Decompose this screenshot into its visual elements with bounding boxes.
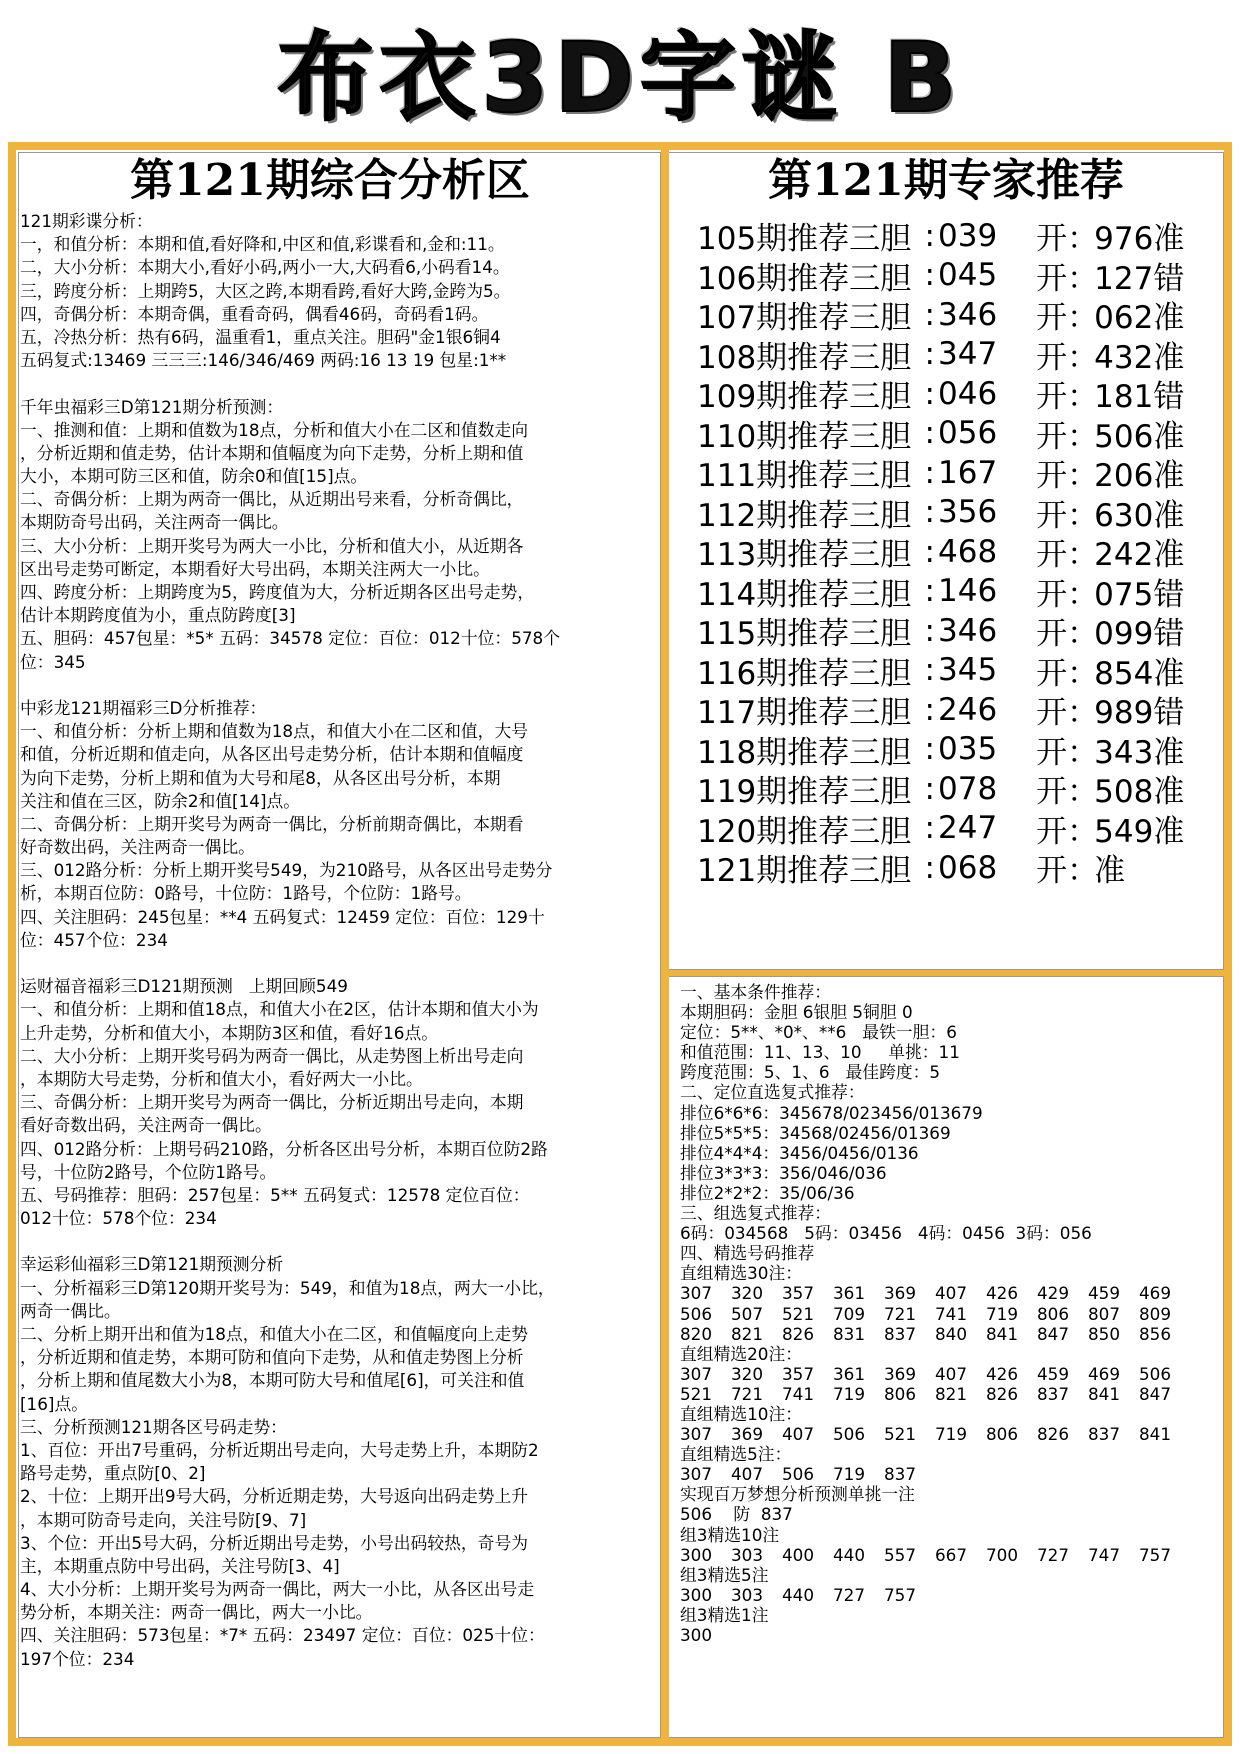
condition-line: 排位5*5*5：34568/02456/01369 [680, 1122, 951, 1143]
analysis-line: 三、012路分析：分析上期开奖号549，为210路号，从各区出号走势分 [20, 860, 553, 881]
condition-line: 排位3*3*3：356/046/036 [680, 1162, 887, 1183]
analysis-line: 运财福音福彩三D121期预测 上期回顾549 [20, 976, 348, 997]
blank-line [20, 372, 660, 395]
expert-row [672, 414, 1220, 454]
analysis-line: 号，十位防2路号，个位防1路号。 [20, 1161, 277, 1182]
expert-colon: : [924, 336, 935, 373]
expert-colon: : [924, 731, 935, 768]
analysis-line: 1、百位：开出7号重码，分析近期出号走向，大号走势上升，本期防2 [20, 1439, 539, 1460]
expert-period: 105期推荐三胆 [697, 221, 912, 258]
number-cell: 806 [884, 1383, 917, 1404]
number-cell: 307 [680, 1363, 713, 1384]
condition-line: 6码：034568 5码：03456 4码：0456 3码：056 [680, 1223, 1092, 1244]
number-cell: 840 [935, 1323, 968, 1344]
analysis-line: 五码复式:13469 三三三:146/346/469 两码:16 13 19 包星:1** [20, 350, 507, 371]
number-cell: 369 [731, 1424, 764, 1445]
analysis-line: 五、号码推荐：胆码：257包星：5** 五码复式：12578 定位百位： [20, 1184, 530, 1205]
expert-open-label: 开： [1036, 853, 1099, 890]
number-cell: 440 [782, 1584, 815, 1605]
analysis-line: ，分析近期和值走势，估计本期和值幅度为向下走势，分析上期和值 [20, 442, 524, 463]
number-cell: 557 [884, 1544, 917, 1565]
analysis-line: 四、跨度分析：上期跨度为5，跨度值为大，分析近期各区出号走势， [20, 582, 535, 602]
expert-colon: : [924, 494, 935, 531]
number-cell: 826 [986, 1383, 1019, 1404]
number-cell: 407 [935, 1363, 968, 1384]
number-cell: 809 [1139, 1303, 1172, 1324]
number-cell: 719 [833, 1464, 866, 1485]
condition-line: 组3精选1注 [680, 1604, 769, 1625]
condition-line: 排位4*4*4：3456/0456/0136 [680, 1142, 919, 1163]
expert-result: 206准 [1094, 458, 1185, 495]
expert-code: 035 [938, 731, 998, 768]
analysis-line: 2、十位：上期开出9号大码，分析近期走势，大号返向出码走势上升 [20, 1486, 529, 1507]
analysis-line: 三、奇偶分析：上期开奖号为两奇一偶比，分析近期出号走向，本期 [20, 1092, 524, 1113]
expert-result: 432准 [1094, 339, 1185, 376]
expert-code: 068 [938, 849, 998, 886]
expert-open-label: 开： [1036, 695, 1099, 732]
expert-colon: : [924, 217, 935, 254]
expert-code: 346 [938, 296, 998, 333]
condition-line: 本期胆码：金胆 6银胆 5铜胆 0 [680, 1002, 913, 1023]
expert-colon: : [924, 375, 935, 412]
analysis-line: 关注和值在三区，防余2和值[14]点。 [20, 790, 301, 811]
expert-colon: : [924, 415, 935, 452]
analysis-line: 四、012路分析：上期号码210路，分析各区出号分析，本期百位防2路 [20, 1138, 548, 1159]
number-cell: 700 [986, 1544, 1019, 1565]
analysis-line: 一、和值分析：分析上期和值数为18点，和值大小在二区和值，大号 [20, 721, 529, 742]
analysis-line: ，本期可防奇号走向，关注号防[9、7] [20, 1509, 307, 1530]
expert-colon: : [924, 652, 935, 689]
number-cell: 469 [1139, 1283, 1172, 1304]
condition-line: 组3精选10注 [680, 1524, 780, 1545]
number-cell: 847 [1139, 1383, 1172, 1404]
number-row [680, 1384, 1220, 1404]
analysis-line: 主，本期重点防中号出码，关注号防[3、4] [20, 1555, 340, 1576]
analysis-line: 幸运彩仙福彩三D第121期预测分析 [20, 1254, 284, 1275]
condition-line: 直组精选30注： [680, 1263, 803, 1284]
analysis-line: 二、奇偶分析：上期开奖号为两奇一偶比，分析前期奇偶比，本期看 [20, 813, 524, 834]
expert-open-label: 开： [1036, 339, 1099, 376]
expert-code: 345 [938, 652, 998, 689]
expert-open-label: 开： [1036, 616, 1099, 653]
number-cell: 407 [731, 1464, 764, 1485]
expert-row [672, 848, 1220, 888]
number-cell: 709 [833, 1303, 866, 1324]
number-cell: 741 [782, 1383, 815, 1404]
expert-result: 508准 [1094, 774, 1185, 811]
number-cell: 357 [782, 1363, 815, 1384]
expert-period: 118期推荐三胆 [697, 734, 912, 771]
expert-period: 119期推荐三胆 [697, 774, 912, 811]
expert-row [672, 335, 1220, 375]
number-cell: 506 [1139, 1363, 1172, 1384]
expert-result: 127错 [1094, 260, 1185, 297]
expert-result: 343准 [1094, 734, 1185, 771]
expert-open-label: 开： [1036, 221, 1099, 258]
condition-line: 和值范围：11、13、10 单挑：11 [680, 1042, 960, 1063]
number-cell: 361 [833, 1363, 866, 1384]
analysis-line: 两奇一偶比。 [20, 1300, 121, 1321]
analysis-line: 好奇数出码，关注两奇一偶比。 [20, 837, 255, 858]
number-cell: 307 [680, 1424, 713, 1445]
number-cell: 727 [833, 1584, 866, 1605]
number-cell: 821 [731, 1323, 764, 1344]
number-cell: 747 [1088, 1544, 1121, 1565]
number-row [680, 1545, 1220, 1565]
expert-period: 114期推荐三胆 [697, 576, 912, 613]
expert-code: 346 [938, 612, 998, 649]
number-cell: 837 [1037, 1383, 1070, 1404]
condition-line: 二、定位直选复式推荐： [680, 1082, 865, 1103]
analysis-line: 012十位：578个位：234 [20, 1208, 217, 1229]
analysis-line: 路号走势，重点防[0、2] [20, 1463, 206, 1484]
page-title: 布衣3D字谜 B [277, 21, 963, 134]
number-cell: 407 [782, 1424, 815, 1445]
number-cell: 300 [680, 1584, 713, 1605]
condition-line: 506 防 837 [680, 1504, 793, 1525]
analysis-line: 二、奇偶分析：上期为两奇一偶比，从近期出号来看，分析奇偶比， [20, 489, 524, 510]
number-cell: 850 [1088, 1323, 1121, 1344]
analysis-line: 121期彩谍分析： [20, 211, 153, 231]
expert-code: 167 [938, 454, 998, 491]
expert-period: 116期推荐三胆 [697, 655, 912, 692]
analysis-line: 二、大小分析：上期开奖号码为两奇一偶比，从走势图上析出号走向 [20, 1045, 524, 1066]
number-cell: 837 [1088, 1424, 1121, 1445]
condition-line: 直组精选20注： [680, 1343, 803, 1364]
expert-open-label: 开： [1036, 813, 1099, 850]
analysis-line: 势分析，本期关注：两奇一偶比，两大一小比。 [20, 1602, 373, 1623]
expert-row [672, 374, 1220, 414]
number-cell: 741 [935, 1303, 968, 1324]
number-cell: 719 [986, 1303, 1019, 1324]
number-cell: 300 [680, 1544, 713, 1565]
expert-row [672, 532, 1220, 572]
expert-colon: : [924, 533, 935, 570]
expert-result: 989错 [1094, 695, 1185, 732]
expert-result: 062准 [1094, 300, 1185, 337]
expert-row [672, 690, 1220, 730]
condition-line: 一、基本条件推荐： [680, 982, 832, 1002]
condition-line: 三、组选复式推荐： [680, 1203, 832, 1224]
number-cell: 826 [1037, 1424, 1070, 1445]
expert-panel [672, 152, 1220, 968]
expert-colon: : [924, 296, 935, 333]
analysis-line: 一、推测和值：上期和值数为18点，分析和值大小在二区和值数走向 [20, 419, 529, 440]
number-cell: 806 [986, 1424, 1019, 1445]
expert-period: 112期推荐三胆 [697, 497, 912, 534]
expert-period: 113期推荐三胆 [697, 537, 912, 574]
number-cell: 369 [884, 1363, 917, 1384]
expert-open-label: 开： [1036, 418, 1099, 455]
analysis-line: 估计本期跨度值为小，重点防跨度[3] [20, 605, 296, 626]
expert-code: 146 [938, 573, 998, 610]
number-cell: 459 [1037, 1363, 1070, 1384]
number-cell: 727 [1037, 1544, 1070, 1565]
analysis-line: 三、分析预测121期各区号码走势： [20, 1416, 287, 1437]
expert-code: 056 [938, 415, 998, 452]
number-cell: 719 [833, 1383, 866, 1404]
number-cell: 841 [1088, 1383, 1121, 1404]
number-cell: 303 [731, 1584, 764, 1605]
analysis-line: 197个位：234 [20, 1648, 135, 1669]
condition-line: 跨度范围：5、1、6 最佳跨度：5 [680, 1062, 941, 1083]
number-row [680, 1585, 1220, 1605]
number-cell: 826 [782, 1323, 815, 1344]
number-cell: 847 [1037, 1323, 1070, 1344]
expert-code: 078 [938, 770, 998, 807]
number-row [680, 1464, 1220, 1484]
analysis-line: 位：345 [20, 651, 86, 672]
number-cell: 820 [680, 1323, 713, 1344]
expert-result: 549准 [1094, 813, 1185, 850]
analysis-line: 四，奇偶分析：本期奇偶，重看奇码，偶看46码，奇码看1码。 [20, 303, 489, 324]
expert-period: 120期推荐三胆 [697, 813, 912, 850]
expert-period: 107期推荐三胆 [697, 300, 912, 337]
expert-colon: : [924, 454, 935, 491]
expert-colon: : [924, 810, 935, 847]
number-row [680, 1364, 1220, 1384]
expert-code: 347 [938, 336, 998, 373]
number-cell: 721 [731, 1383, 764, 1404]
analysis-line: 四、关注胆码：573包星：*7* 五码：23497 定位：百位：025十位： [20, 1625, 545, 1646]
expert-result: 242准 [1094, 537, 1185, 574]
expert-row [672, 453, 1220, 493]
number-cell: 307 [680, 1283, 713, 1304]
analysis-line: 三、大小分析：上期开奖号为两大一小比，分析和值大小，从近期各 [20, 535, 524, 556]
condition-line: 组3精选5注 [680, 1564, 769, 1585]
expert-row [672, 493, 1220, 533]
condition-line: 直组精选5注： [680, 1444, 792, 1465]
expert-row [672, 730, 1220, 770]
analysis-line: 上升走势，分析和值大小，本期防3区和值，看好16点。 [20, 1022, 439, 1043]
expert-period: 121期推荐三胆 [697, 853, 912, 890]
analysis-heading: 第121期综合分析区 [130, 155, 530, 206]
expert-result: 976准 [1094, 221, 1185, 258]
analysis-line: 4、大小分析：上期开奖号为两奇一偶比，两大一小比，从各区出号走 [20, 1579, 535, 1600]
analysis-line: ，分析近期和值走势，本期可防和值向下走势，从和值走势图上分析 [20, 1347, 524, 1368]
number-cell: 320 [731, 1283, 764, 1304]
number-cell: 837 [884, 1323, 917, 1344]
number-cell: 440 [833, 1544, 866, 1565]
expert-result: 075错 [1094, 576, 1185, 613]
number-cell: 757 [884, 1584, 917, 1605]
analysis-line: 本期防奇号出码，关注两奇一偶比。 [20, 512, 289, 533]
number-cell: 303 [731, 1544, 764, 1565]
expert-row [672, 572, 1220, 612]
expert-row [672, 295, 1220, 335]
condition-line: 直组精选10注： [680, 1403, 803, 1424]
expert-period: 117期推荐三胆 [697, 695, 912, 732]
number-cell: 667 [935, 1544, 968, 1565]
expert-row [672, 769, 1220, 809]
number-cell: 521 [884, 1424, 917, 1445]
number-cell: 806 [1037, 1303, 1070, 1324]
analysis-line: 中彩龙121期福彩三D分析推荐： [20, 697, 267, 718]
number-cell: 426 [986, 1363, 1019, 1384]
analysis-panel [20, 152, 660, 1732]
expert-colon: : [924, 612, 935, 649]
expert-row [672, 216, 1220, 256]
number-cell: 506 [782, 1464, 815, 1485]
expert-result: 854准 [1094, 655, 1185, 692]
expert-colon: : [924, 257, 935, 294]
condition-line: 300 [680, 1625, 713, 1645]
expert-period: 110期推荐三胆 [697, 418, 912, 455]
expert-code: 468 [938, 533, 998, 570]
analysis-line: 大小，本期可防三区和值，防余0和值[15]点。 [20, 466, 368, 487]
condition-line: 排位6*6*6：345678/023456/013679 [680, 1102, 983, 1123]
expert-result: 630准 [1094, 497, 1185, 534]
number-cell: 307 [680, 1464, 713, 1485]
number-cell: 506 [680, 1303, 713, 1324]
expert-period: 108期推荐三胆 [697, 339, 912, 376]
expert-result: 准 [1094, 853, 1126, 890]
analysis-line: ，本期防大号走势，分析和值大小，看好两大一小比。 [20, 1068, 423, 1089]
analysis-line: 五、胆码：457包星：*5* 五码：34578 定位：百位：012十位：578个 [20, 628, 561, 649]
condition-line: 排位2*2*2：35/06/36 [680, 1182, 855, 1203]
analysis-line: 五，冷热分析：热有6码，温重看1，重点关注。胆码"金1银6铜4 [20, 326, 501, 347]
expert-result: 181错 [1094, 379, 1185, 416]
number-cell: 506 [833, 1424, 866, 1445]
expert-code: 247 [938, 810, 998, 847]
number-cell: 821 [935, 1383, 968, 1404]
blank-line [20, 952, 660, 975]
number-row [680, 1424, 1220, 1444]
analysis-line: 区出号走势可断定，本期看好大号出码，本期关注两大一小比。 [20, 558, 490, 579]
number-cell: 856 [1139, 1323, 1172, 1344]
condition-line: 四、精选号码推荐 [680, 1243, 815, 1264]
number-cell: 831 [833, 1323, 866, 1344]
number-cell: 320 [731, 1363, 764, 1384]
number-cell: 429 [1037, 1283, 1070, 1304]
expert-open-label: 开： [1036, 497, 1099, 534]
analysis-line: 二，大小分析：本期大小,看好小码,两小一大,大码看6,小码看14。 [20, 257, 510, 278]
number-cell: 521 [782, 1303, 815, 1324]
expert-code: 246 [938, 691, 998, 728]
number-cell: 841 [986, 1323, 1019, 1344]
blank-line [20, 674, 660, 697]
expert-colon: : [924, 573, 935, 610]
expert-colon: : [924, 691, 935, 728]
expert-open-label: 开： [1036, 734, 1099, 771]
number-cell: 837 [884, 1464, 917, 1485]
analysis-line: 3、个位：开出5号大码，分析近期出号走势，小号出码较热，奇号为 [20, 1532, 529, 1553]
conditions-panel [680, 982, 1220, 1732]
analysis-line: 看好奇数出码，关注两奇一偶比。 [20, 1115, 272, 1136]
expert-row [672, 651, 1220, 691]
expert-open-label: 开： [1036, 537, 1099, 574]
analysis-line: 一、分析福彩三D第120期开奖号为：549，和值为18点，两大一小比， [20, 1277, 555, 1298]
number-cell: 369 [884, 1283, 917, 1304]
analysis-line: [16]点。 [20, 1393, 89, 1414]
number-cell: 507 [731, 1303, 764, 1324]
number-cell: 459 [1088, 1283, 1121, 1304]
number-cell: 426 [986, 1283, 1019, 1304]
number-cell: 400 [782, 1544, 815, 1565]
analysis-line: 千年虫福彩三D第121期分析预测： [20, 396, 284, 417]
analysis-text [20, 210, 660, 1671]
number-cell: 757 [1139, 1544, 1172, 1565]
analysis-line: ，分析上期和值尾数大小为8，本期可防大号和值尾[6]，可关注和值 [20, 1370, 525, 1391]
expert-colon: : [924, 770, 935, 807]
analysis-line: 为向下走势，分析上期和值为大号和尾8，从各区出号分析，本期 [20, 767, 501, 788]
expert-code: 356 [938, 494, 998, 531]
expert-colon: : [924, 849, 935, 886]
expert-list [672, 216, 1220, 888]
expert-period: 115期推荐三胆 [697, 616, 912, 653]
expert-result: 506准 [1094, 418, 1185, 455]
expert-row [672, 256, 1220, 296]
analysis-line: 位：457个位：234 [20, 929, 168, 950]
number-cell: 721 [884, 1303, 917, 1324]
expert-period: 109期推荐三胆 [697, 379, 912, 416]
number-cell: 807 [1088, 1303, 1121, 1324]
column-divider [661, 142, 669, 1746]
condition-line: 实现百万梦想分析预测单挑一注 [680, 1484, 915, 1505]
expert-open-label: 开： [1036, 458, 1099, 495]
expert-row [672, 809, 1220, 849]
expert-open-label: 开： [1036, 774, 1099, 811]
number-cell: 521 [680, 1383, 713, 1404]
header [0, 0, 1240, 140]
analysis-line: 一，和值分析：本期和值,看好降和,中区和值,彩谍看和,金和:11。 [20, 234, 505, 255]
expert-result: 099错 [1094, 616, 1185, 653]
analysis-line: 析，本期百位防：0路号，十位防：1路号，个位防：1路号。 [20, 883, 472, 904]
analysis-line: 三，跨度分析：上期跨5，大区之跨,本期看跨,看好大跨,金跨为5。 [20, 280, 511, 301]
number-cell: 469 [1088, 1363, 1121, 1384]
expert-period: 111期推荐三胆 [697, 458, 912, 495]
blank-line [20, 1230, 660, 1253]
number-cell: 361 [833, 1283, 866, 1304]
analysis-line: 二、分析上期开出和值为18点，和值大小在二区，和值幅度向上走势 [20, 1324, 529, 1344]
expert-open-label: 开： [1036, 260, 1099, 297]
number-cell: 407 [935, 1283, 968, 1304]
expert-open-label: 开： [1036, 655, 1099, 692]
number-row [680, 1304, 1220, 1324]
expert-open-label: 开： [1036, 576, 1099, 613]
expert-code: 046 [938, 375, 998, 412]
condition-line: 定位：5**、*0*、**6 最铁一胆：6 [680, 1022, 957, 1043]
expert-code: 039 [938, 217, 998, 254]
expert-heading: 第121期专家推荐 [768, 155, 1124, 206]
expert-code: 045 [938, 257, 998, 294]
number-row [680, 1283, 1220, 1303]
expert-open-label: 开： [1036, 300, 1099, 337]
number-cell: 841 [1139, 1424, 1172, 1445]
analysis-line: 四、关注胆码：245包星：**4 五码复式：12459 定位：百位：129十 [20, 906, 545, 927]
number-row [680, 1324, 1220, 1344]
expert-open-label: 开： [1036, 379, 1099, 416]
expert-row [672, 611, 1220, 651]
number-cell: 357 [782, 1283, 815, 1304]
analysis-line: 和值，分析近期和值走向，从各区出号走势分析，估计本期和值幅度 [20, 744, 524, 765]
analysis-line: 一、和值分析：上期和值18点，和值大小在2区，估计本期和值大小为 [20, 999, 539, 1020]
number-cell: 719 [935, 1424, 968, 1445]
expert-period: 106期推荐三胆 [697, 260, 912, 297]
